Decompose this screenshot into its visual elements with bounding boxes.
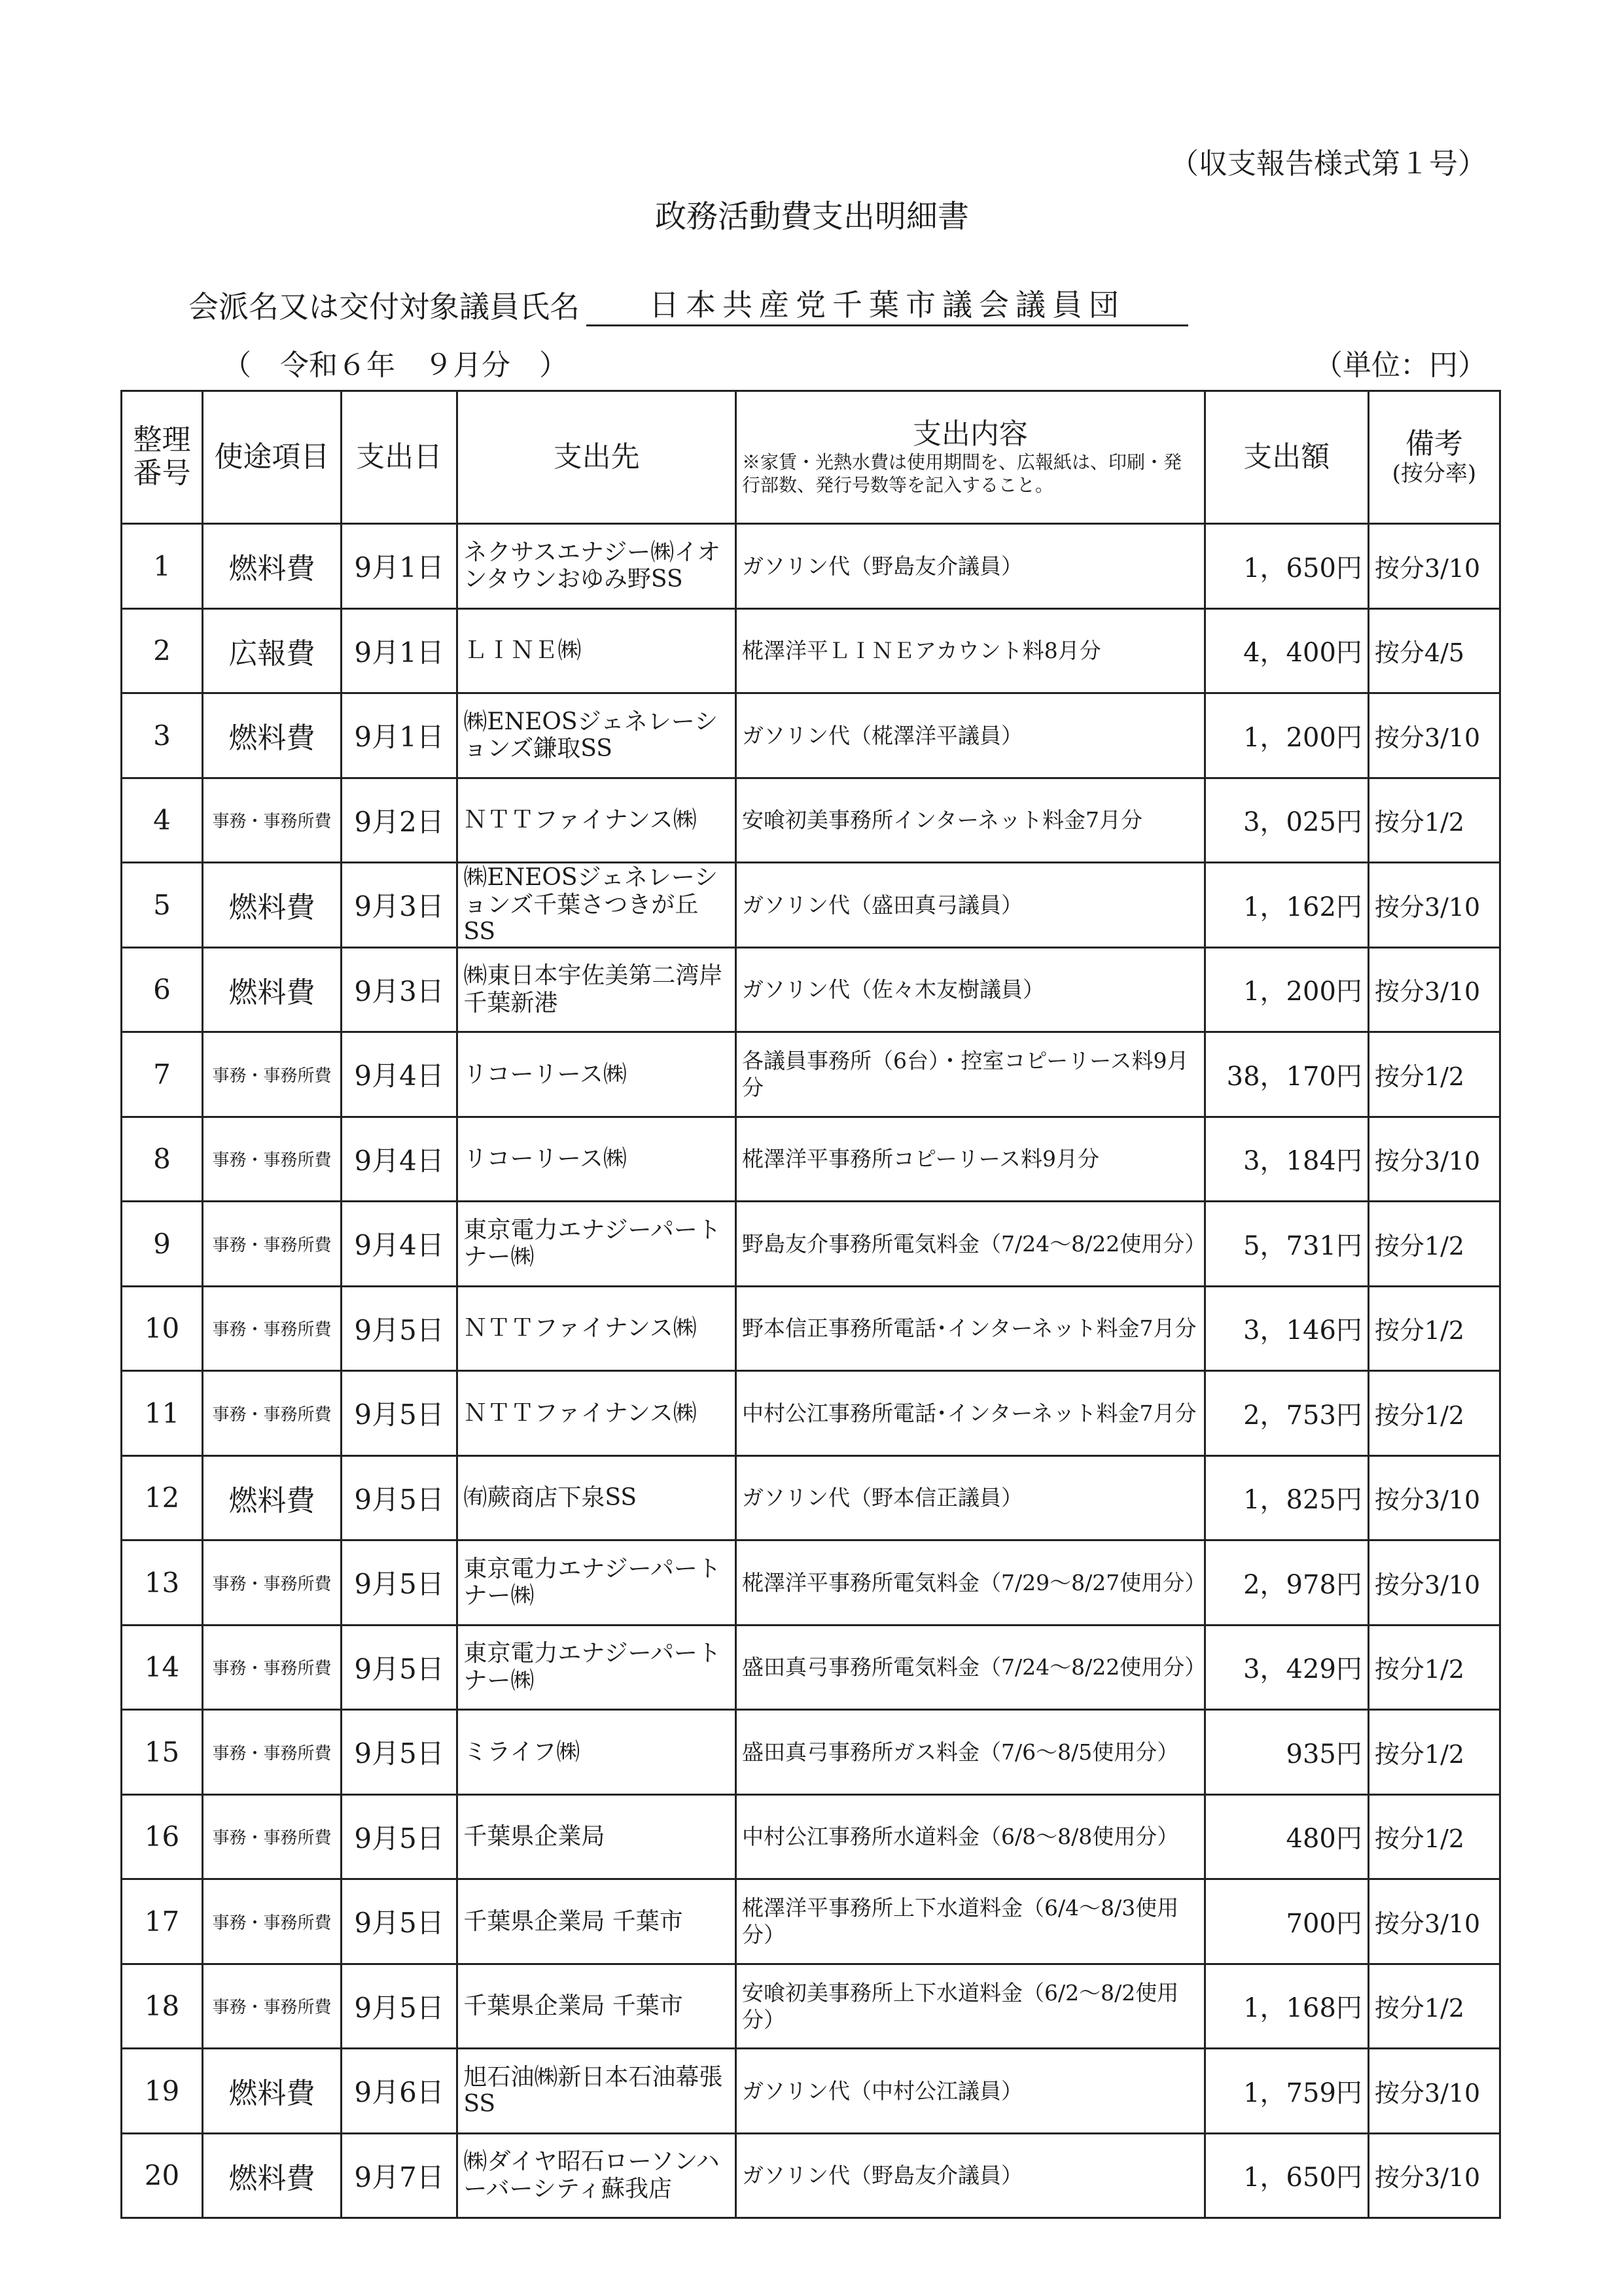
row-category: 燃料費 [203,863,342,948]
row-amount: 5，731円 [1205,1202,1368,1287]
form-number: （収支報告様式第１号） [1170,147,1487,181]
header-remark-title: 備考 [1405,427,1463,461]
row-content: 盛田真弓事務所ガス料金（7/6～8/5使用分） [736,1710,1205,1795]
row-remark: 按分1/2 [1368,1710,1500,1795]
header-remark [1368,391,1500,524]
row-amount: 3，146円 [1205,1286,1368,1371]
row-amount: 3，025円 [1205,778,1368,863]
table-row [122,693,1500,778]
table-row [122,1710,1500,1795]
group-line [188,281,1188,326]
row-remark: 按分3/10 [1368,2133,1500,2218]
row-remark: 按分3/10 [1368,1117,1500,1202]
row-number: 18 [122,1964,203,2049]
group-name: 日本共産党千葉市議会議員団 [586,281,1188,326]
row-content: 中村公江事務所水道料金（6/8～8/8使用分） [736,1794,1205,1879]
row-category: 事務・事務所費 [203,1625,342,1710]
row-payee: ミライフ㈱ [457,1710,736,1795]
row-category: 燃料費 [203,2049,342,2134]
row-content: 安喰初美事務所上下水道料金（6/2～8/2使用分） [736,1964,1205,2049]
row-amount: 935円 [1205,1710,1368,1795]
row-payee: ㈱ダイヤ昭石ローソンハーバーシティ蘇我店 [457,2133,736,2218]
row-number: 20 [122,2133,203,2218]
header-no: 整理番号 [122,391,203,524]
row-payee: 千葉県企業局 [457,1794,736,1879]
table-row [122,1371,1500,1456]
row-number: 3 [122,693,203,778]
table-row [122,1202,1500,1287]
row-amount: 1，759円 [1205,2049,1368,2134]
table-row [122,1455,1500,1540]
row-date: 9月4日 [341,1202,457,1287]
row-number: 12 [122,1455,203,1540]
header-content-title: 支出内容 [912,417,1028,451]
row-date: 9月1日 [341,524,457,609]
table-row [122,863,1500,948]
header-remark-sub: (按分率) [1392,460,1477,487]
row-remark: 按分1/2 [1368,1794,1500,1879]
row-payee: 東京電力エナジーパートナー㈱ [457,1540,736,1626]
row-date: 9月6日 [341,2049,457,2134]
row-amount: 1，650円 [1205,524,1368,609]
row-content: ガソリン代（中村公江議員） [736,2049,1205,2134]
row-number: 19 [122,2049,203,2134]
row-number: 17 [122,1879,203,1964]
row-amount: 1，825円 [1205,1455,1368,1540]
row-payee: 旭石油㈱新日本石油幕張SS [457,2049,736,2134]
row-remark: 按分3/10 [1368,2049,1500,2134]
row-date: 9月5日 [341,1710,457,1795]
row-content: ガソリン代（野島友介議員） [736,524,1205,609]
row-number: 2 [122,608,203,693]
row-category: 事務・事務所費 [203,778,342,863]
table-row [122,778,1500,863]
row-content: ガソリン代（野島友介議員） [736,2133,1205,2218]
row-remark: 按分3/10 [1368,863,1500,948]
row-category: 事務・事務所費 [203,1710,342,1795]
row-content: ガソリン代（野本信正議員） [736,1455,1205,1540]
row-number: 16 [122,1794,203,1879]
table-row [122,524,1500,609]
row-amount: 1，162円 [1205,863,1368,948]
table-row [122,1117,1500,1202]
row-remark: 按分1/2 [1368,1032,1500,1117]
row-number: 11 [122,1371,203,1456]
row-date: 9月5日 [341,1964,457,2049]
row-payee: ネクサスエナジー㈱イオンタウンおゆみ野SS [457,524,736,609]
header-payee: 支出先 [457,391,736,524]
group-label: 会派名又は交付対象議員氏名 [188,289,580,324]
table-row [122,1964,1500,2049]
header-content [736,391,1205,524]
row-remark: 按分3/10 [1368,1879,1500,1964]
row-payee: 千葉県企業局 千葉市 [457,1964,736,2049]
row-remark: 按分3/10 [1368,693,1500,778]
row-date: 9月4日 [341,1117,457,1202]
row-number: 8 [122,1117,203,1202]
row-date: 9月5日 [341,1540,457,1626]
row-date: 9月3日 [341,863,457,948]
row-date: 9月2日 [341,778,457,863]
row-amount: 2，978円 [1205,1540,1368,1626]
row-category: 事務・事務所費 [203,1540,342,1626]
row-payee: ㈱東日本宇佐美第二湾岸千葉新港 [457,947,736,1032]
row-content: 椛澤洋平事務所上下水道料金（6/4～8/3使用分） [736,1879,1205,1964]
row-number: 13 [122,1540,203,1626]
row-amount: 38，170円 [1205,1032,1368,1117]
row-payee: リコーリース㈱ [457,1117,736,1202]
table-row [122,2133,1500,2218]
row-number: 4 [122,778,203,863]
period: （ 令和６年 ９月分 ） [222,349,568,382]
row-number: 5 [122,863,203,948]
row-category: 燃料費 [203,2133,342,2218]
row-remark: 按分1/2 [1368,778,1500,863]
row-amount: 1，200円 [1205,693,1368,778]
row-payee: ㈱ENEOSジェネレーションズ鎌取SS [457,693,736,778]
table-row [122,1286,1500,1371]
row-number: 9 [122,1202,203,1287]
row-amount: 480円 [1205,1794,1368,1879]
row-content: 椛澤洋平ＬＩＮＥアカウント料8月分 [736,608,1205,693]
row-payee: ㈲蕨商店下泉SS [457,1455,736,1540]
row-remark: 按分1/2 [1368,1625,1500,1710]
row-content: 野本信正事務所電話･インターネット料金7月分 [736,1286,1205,1371]
row-number: 14 [122,1625,203,1710]
row-remark: 按分3/10 [1368,1540,1500,1626]
row-payee: リコーリース㈱ [457,1032,736,1117]
row-category: 広報費 [203,608,342,693]
row-date: 9月1日 [341,608,457,693]
row-date: 9月7日 [341,2133,457,2218]
row-remark: 按分1/2 [1368,1964,1500,2049]
table-row [122,1879,1500,1964]
expense-table [120,390,1501,2219]
row-amount: 700円 [1205,1879,1368,1964]
row-remark: 按分3/10 [1368,947,1500,1032]
row-category: 事務・事務所費 [203,1286,342,1371]
row-payee: 東京電力エナジーパートナー㈱ [457,1202,736,1287]
header-date: 支出日 [341,391,457,524]
row-number: 15 [122,1710,203,1795]
table-row [122,608,1500,693]
row-category: 事務・事務所費 [203,1879,342,1964]
table-row [122,1794,1500,1879]
row-payee: ＮＴＴファイナンス㈱ [457,1371,736,1456]
row-content: 盛田真弓事務所電気料金（7/24～8/22使用分） [736,1625,1205,1710]
row-category: 事務・事務所費 [203,1202,342,1287]
row-content: ガソリン代（盛田真弓議員） [736,863,1205,948]
table-row [122,1032,1500,1117]
row-category: 燃料費 [203,524,342,609]
row-remark: 按分1/2 [1368,1286,1500,1371]
row-content: ガソリン代（佐々木友樹議員） [736,947,1205,1032]
row-remark: 按分3/10 [1368,1455,1500,1540]
row-amount: 3，429円 [1205,1625,1368,1710]
row-payee: 千葉県企業局 千葉市 [457,1879,736,1964]
row-content: ガソリン代（椛澤洋平議員） [736,693,1205,778]
row-date: 9月5日 [341,1794,457,1879]
row-category: 事務・事務所費 [203,1371,342,1456]
header-content-note: ※家賃・光熱水費は使用期間を、広報紙は、印刷・発行部数、発行号数等を記入すること。 [742,451,1182,496]
row-number: 1 [122,524,203,609]
row-remark: 按分1/2 [1368,1202,1500,1287]
row-date: 9月4日 [341,1032,457,1117]
row-date: 9月5日 [341,1879,457,1964]
row-date: 9月1日 [341,693,457,778]
row-remark: 按分3/10 [1368,524,1500,609]
table-header-row [122,391,1500,524]
row-content: 椛澤洋平事務所電気料金（7/29～8/27使用分） [736,1540,1205,1626]
row-remark: 按分1/2 [1368,1371,1500,1456]
row-content: 中村公江事務所電話･インターネット料金7月分 [736,1371,1205,1456]
row-amount: 1，650円 [1205,2133,1368,2218]
row-date: 9月5日 [341,1455,457,1540]
row-payee: ㈱ENEOSジェネレーションズ千葉さつきが丘SS [457,863,736,948]
row-category: 事務・事務所費 [203,1794,342,1879]
row-remark: 按分4/5 [1368,608,1500,693]
row-category: 燃料費 [203,947,342,1032]
row-amount: 4，400円 [1205,608,1368,693]
row-date: 9月5日 [341,1371,457,1456]
row-category: 事務・事務所費 [203,1117,342,1202]
row-number: 10 [122,1286,203,1371]
header-amount: 支出額 [1205,391,1368,524]
row-number: 7 [122,1032,203,1117]
row-category: 事務・事務所費 [203,1032,342,1117]
row-content: 各議員事務所（6台）・控室コピーリース料9月分 [736,1032,1205,1117]
row-amount: 3，184円 [1205,1117,1368,1202]
unit-label: （単位：円） [1314,349,1487,382]
row-category: 事務・事務所費 [203,1964,342,2049]
document-title: 政務活動費支出明細書 [654,198,969,235]
row-category: 燃料費 [203,1455,342,1540]
table-row [122,1625,1500,1710]
row-date: 9月5日 [341,1625,457,1710]
table-body [122,524,1500,2218]
header-category: 使途項目 [203,391,342,524]
table-row [122,947,1500,1032]
row-content: 野島友介事務所電気料金（7/24～8/22使用分） [736,1202,1205,1287]
row-payee: 東京電力エナジーパートナー㈱ [457,1625,736,1710]
table-row [122,1540,1500,1626]
table-row [122,2049,1500,2134]
row-payee: ＬＩＮＥ㈱ [457,608,736,693]
row-content: 安喰初美事務所インターネット料金7月分 [736,778,1205,863]
row-date: 9月5日 [341,1286,457,1371]
row-date: 9月3日 [341,947,457,1032]
row-amount: 1，168円 [1205,1964,1368,2049]
row-category: 燃料費 [203,693,342,778]
row-content: 椛澤洋平事務所コピーリース料9月分 [736,1117,1205,1202]
row-payee: ＮＴＴファイナンス㈱ [457,778,736,863]
row-payee: ＮＴＴファイナンス㈱ [457,1286,736,1371]
row-amount: 2，753円 [1205,1371,1368,1456]
row-number: 6 [122,947,203,1032]
row-amount: 1，200円 [1205,947,1368,1032]
